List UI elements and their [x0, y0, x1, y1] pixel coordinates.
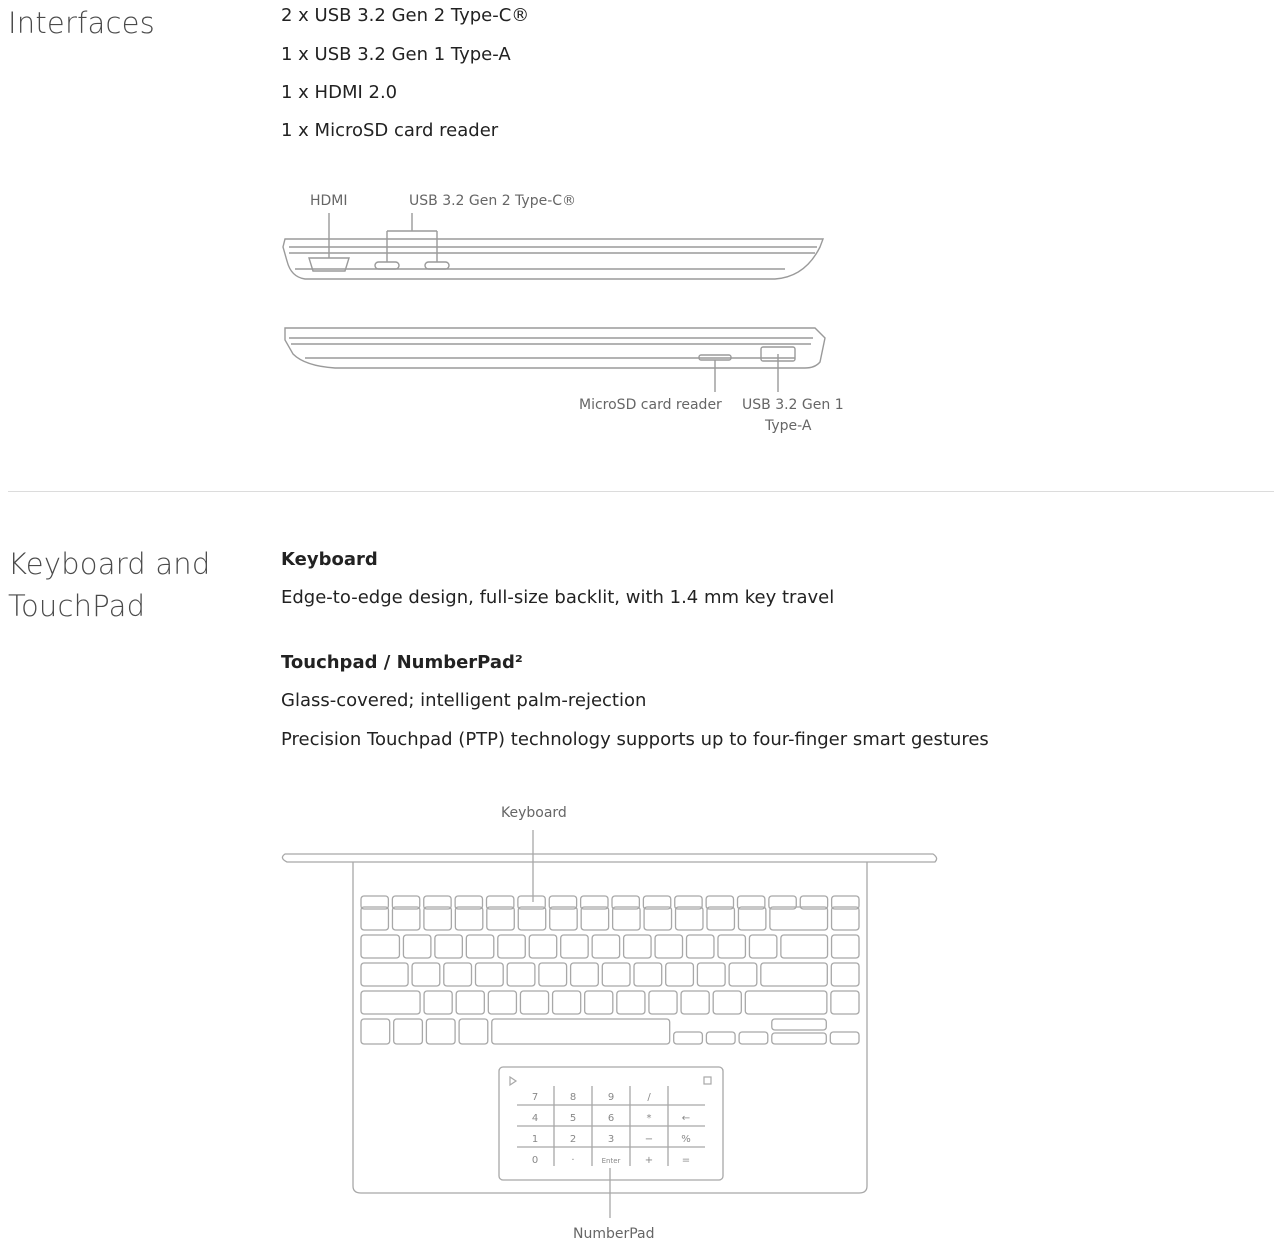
interfaces-section-title: Interfaces [8, 6, 155, 40]
keyboard-key [706, 1032, 735, 1044]
keyboard-key [832, 935, 859, 958]
keyboard-key [602, 963, 630, 986]
numberpad-key-label: ← [681, 1113, 691, 1124]
keyboard-key [666, 963, 694, 986]
keyboard-key [613, 907, 640, 930]
numberpad-key-label: 1 [531, 1134, 539, 1145]
touchpad-heading: Touchpad / NumberPad² [281, 652, 523, 673]
keyboard-key [520, 991, 548, 1014]
keyboard-key [581, 907, 608, 930]
keyboard-key [394, 1019, 423, 1044]
keyboard-key [739, 1032, 768, 1044]
keyboard-key [617, 991, 645, 1014]
numberpad-key-label: 4 [531, 1113, 539, 1124]
interface-item-usb-c: 2 x USB 3.2 Gen 2 Type-C® [281, 5, 530, 26]
keyboard-section-title-line2: TouchPad [8, 589, 146, 623]
keyboard-description: Edge-to-edge design, full-size backlit, with 1.4 mm key travel [281, 587, 835, 608]
usb-a-port-label-line1: USB 3.2 Gen 1 [742, 397, 844, 413]
numberpad-key-label: 2 [569, 1134, 577, 1145]
keyboard-key [830, 1032, 859, 1044]
keyboard-key [831, 991, 859, 1014]
keyboard-section-title-line1: Keyboard and [8, 547, 211, 581]
numberpad-key-label: * [646, 1113, 652, 1124]
keyboard-key [498, 935, 525, 958]
keyboard-key [550, 907, 577, 930]
keyboard-key [772, 1019, 827, 1030]
numberpad-key-label: 7 [531, 1092, 539, 1103]
keyboard-key [361, 907, 388, 930]
keyboard-key [492, 1019, 670, 1044]
keyboard-key [592, 935, 619, 958]
keyboard-key [518, 907, 545, 930]
keyboard-key [718, 935, 745, 958]
keyboard-key [676, 907, 703, 930]
keyboard-key [444, 963, 472, 986]
keyboard-key [361, 963, 408, 986]
numberpad-key-label: Enter [601, 1157, 621, 1165]
numberpad-key-label: 3 [607, 1134, 615, 1145]
keyboard-key [745, 991, 827, 1014]
keyboard-key [529, 935, 556, 958]
keyboard-key [361, 991, 420, 1014]
numberpad-diagram-label: NumberPad [573, 1226, 655, 1242]
keyboard-key [687, 935, 714, 958]
keyboard-key [571, 963, 599, 986]
numberpad-key-label: 0 [531, 1155, 539, 1166]
keyboard-key [832, 907, 859, 930]
keyboard-key [681, 991, 709, 1014]
numberpad-key-label: % [681, 1134, 691, 1145]
keyboard-key [507, 963, 535, 986]
keyboard-key [738, 907, 765, 930]
keyboard-key [585, 991, 613, 1014]
laptop-keyboard-diagram [275, 820, 955, 1220]
keyboard-key [455, 907, 482, 930]
keyboard-key [781, 935, 828, 958]
keyboard-key [361, 935, 399, 958]
keyboard-key [644, 907, 671, 930]
numberpad-key-label: 5 [569, 1113, 577, 1124]
keyboard-key [655, 935, 682, 958]
keyboard-key [674, 1032, 703, 1044]
numberpad-key-label: 9 [607, 1092, 615, 1103]
numberpad-key-label: − [644, 1134, 654, 1145]
keyboard-key [487, 907, 514, 930]
keyboard-diagram-label: Keyboard [501, 805, 567, 821]
keyboard-key [412, 963, 440, 986]
numberpad-key-label: 6 [607, 1113, 615, 1124]
keyboard-key [761, 963, 827, 986]
usb-a-port-label-line2: Type-A [765, 418, 812, 434]
keyboard-heading: Keyboard [281, 549, 378, 570]
keyboard-key [392, 907, 419, 930]
usb-c-port-label: USB 3.2 Gen 2 Type-C® [409, 193, 577, 209]
keyboard-key [553, 991, 581, 1014]
touchpad-description-2: Precision Touchpad (PTP) technology supports up to four-finger smart gestures [281, 729, 989, 750]
keyboard-key [707, 907, 734, 930]
keyboard-key [831, 963, 859, 986]
keyboard-key [456, 991, 484, 1014]
keyboard-key [561, 935, 588, 958]
keyboard-key [488, 991, 516, 1014]
numberpad-key-label: 8 [569, 1092, 577, 1103]
keyboard-key [634, 963, 662, 986]
keyboard-key [713, 991, 741, 1014]
laptop-left-side-diagram [275, 225, 835, 295]
keyboard-key [466, 935, 493, 958]
keyboard-key [424, 991, 452, 1014]
keyboard-key [749, 935, 776, 958]
keyboard-key [424, 907, 451, 930]
keyboard-key [475, 963, 503, 986]
laptop-right-side-diagram [275, 318, 835, 398]
keyboard-key [729, 963, 757, 986]
keyboard-key [770, 907, 828, 930]
keyboard-key [403, 935, 430, 958]
keyboard-key [426, 1019, 455, 1044]
hdmi-port-label: HDMI [310, 193, 348, 209]
microsd-port-label: MicroSD card reader [579, 397, 722, 413]
numberpad-key-label: / [647, 1092, 651, 1103]
keyboard-key [649, 991, 677, 1014]
numberpad-key-label: · [571, 1155, 575, 1166]
keyboard-key [361, 1019, 390, 1044]
keyboard-key [772, 1033, 827, 1044]
keyboard-key [624, 935, 651, 958]
interface-item-usb-a: 1 x USB 3.2 Gen 1 Type-A [281, 44, 511, 65]
keyboard-key [435, 935, 462, 958]
section-divider [8, 491, 1274, 492]
numberpad-key-label: = [681, 1155, 691, 1166]
interface-item-hdmi: 1 x HDMI 2.0 [281, 82, 398, 103]
interface-item-microsd: 1 x MicroSD card reader [281, 120, 499, 141]
keyboard-key [539, 963, 567, 986]
keyboard-key [459, 1019, 488, 1044]
numberpad-key-label: + [644, 1155, 654, 1166]
touchpad-description-1: Glass-covered; intelligent palm-rejection [281, 690, 647, 711]
keyboard-key [697, 963, 725, 986]
